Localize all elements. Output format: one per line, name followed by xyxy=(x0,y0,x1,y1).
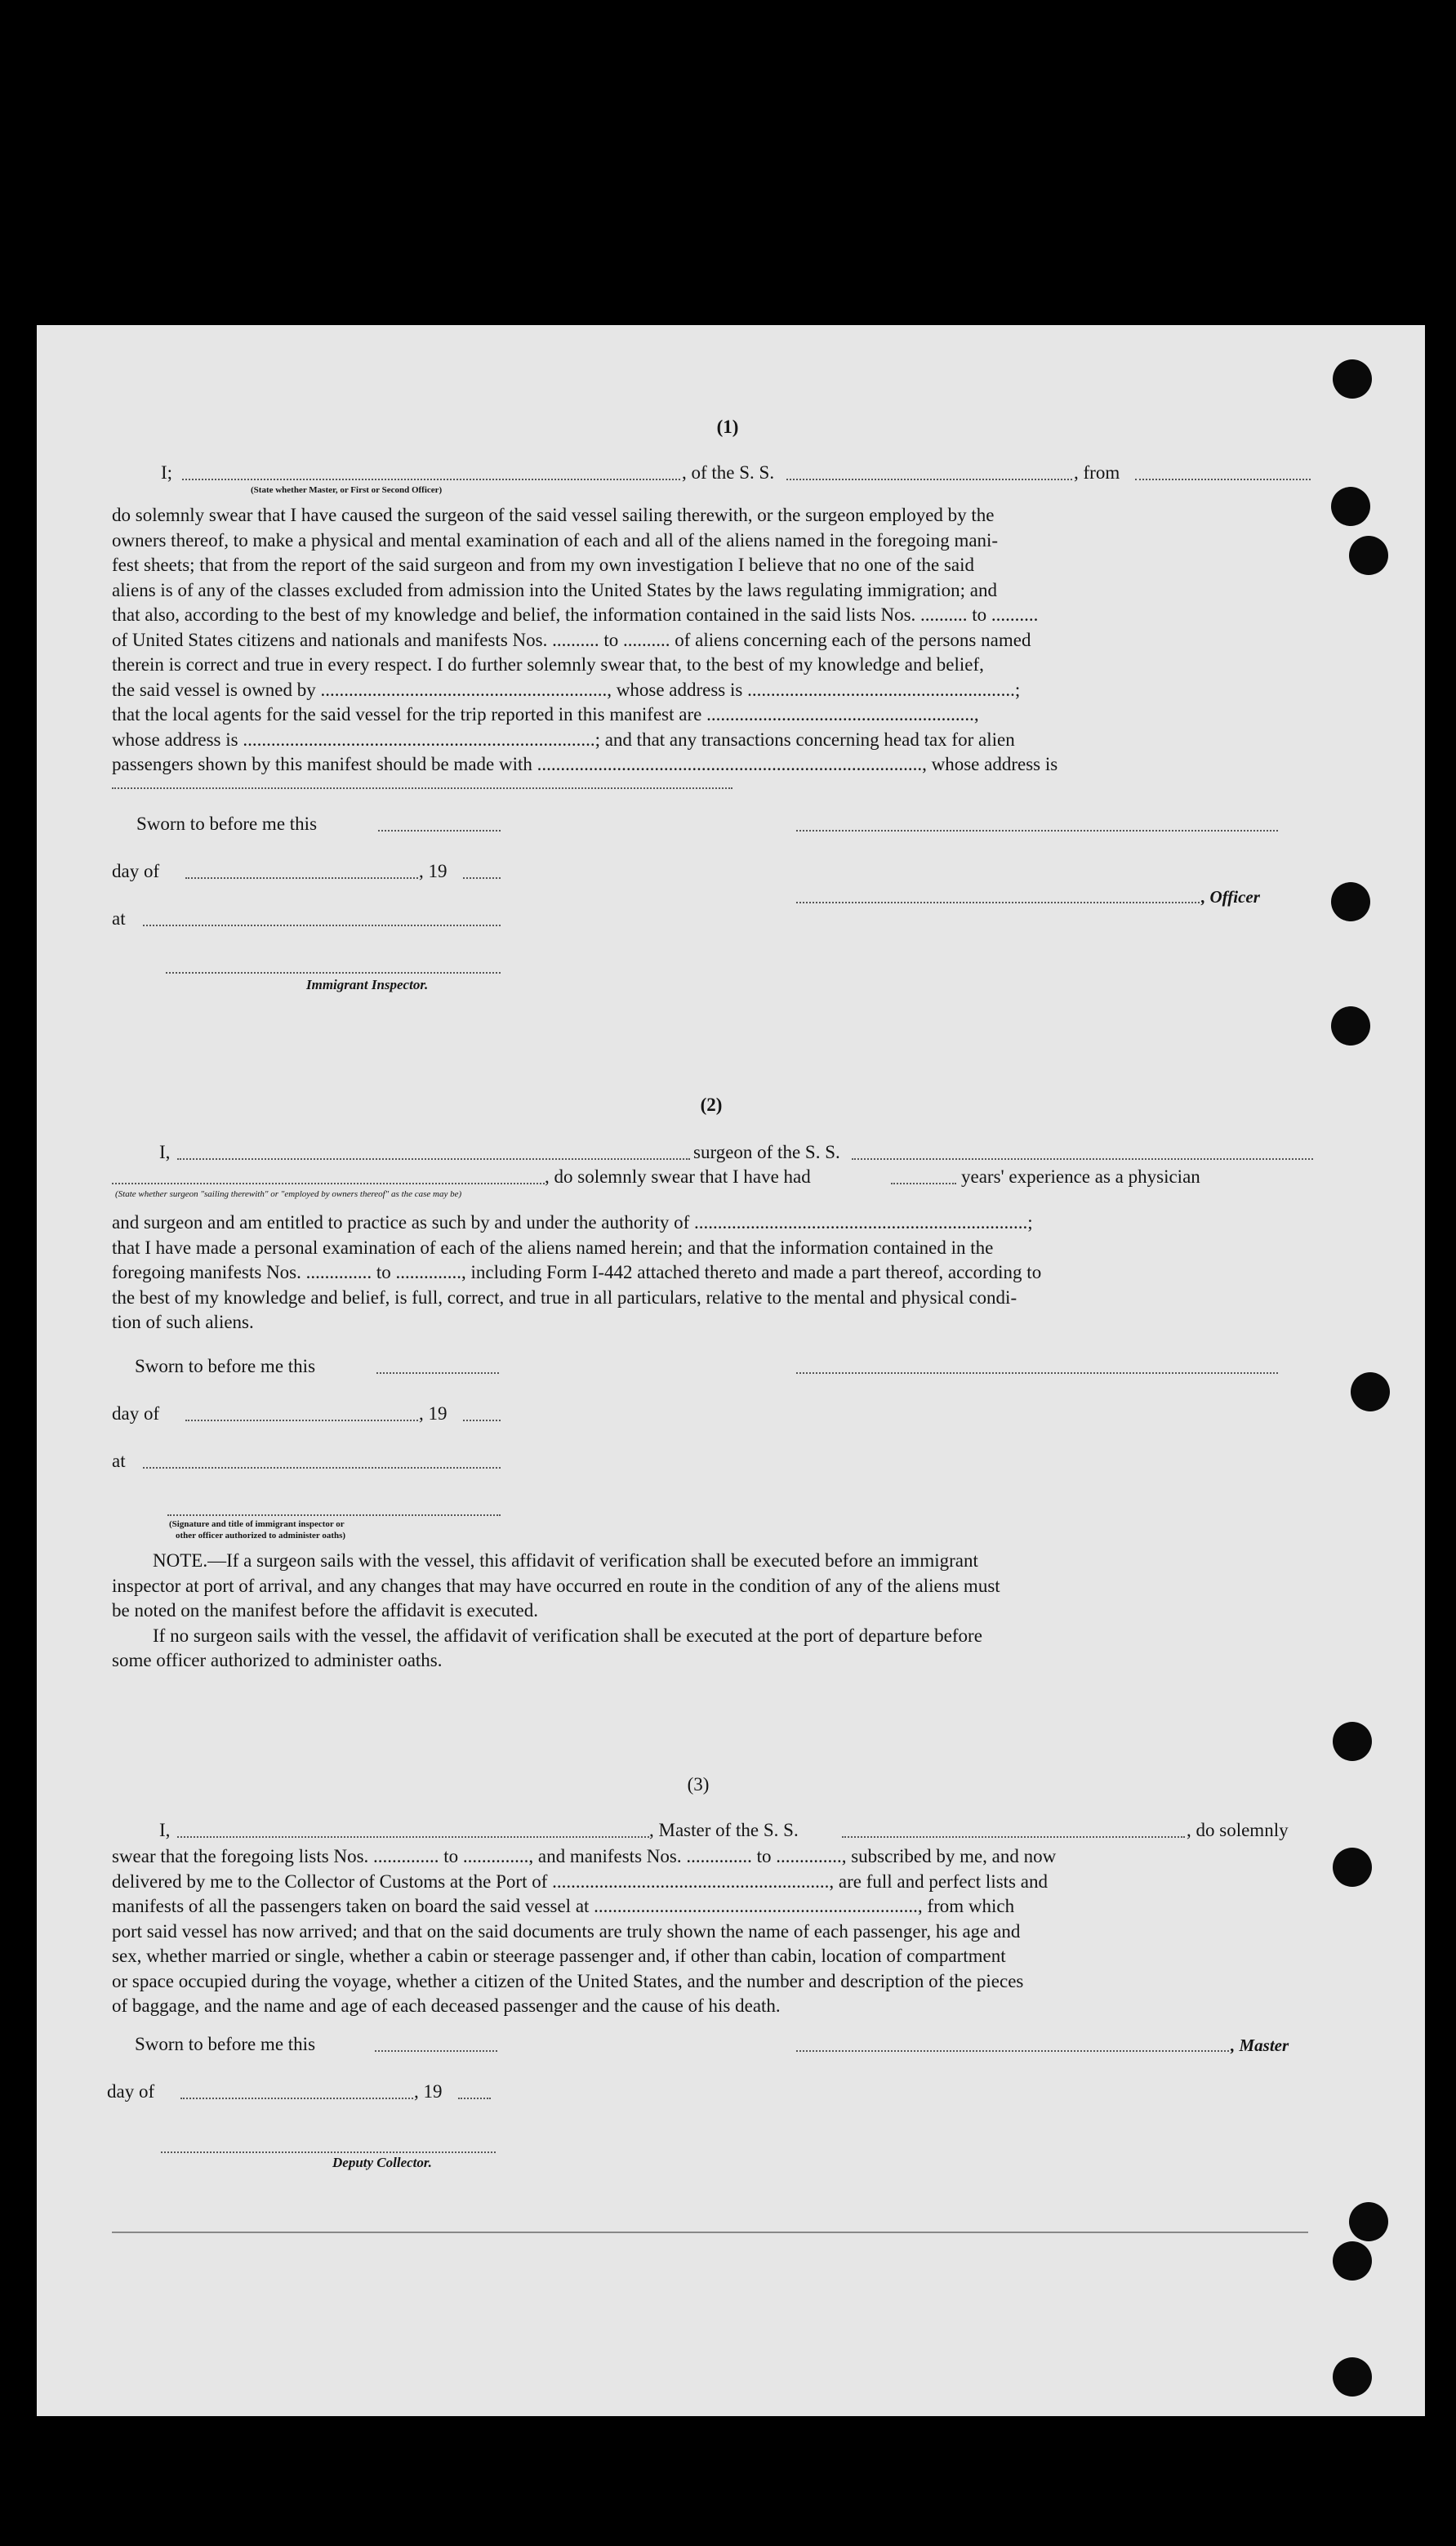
at-label: at xyxy=(112,908,126,929)
year-label: , 19 xyxy=(419,1403,447,1424)
body-line: aliens is of any of the classes excluded from admission into the United States by the laws regulating immigration; and xyxy=(112,579,997,600)
year-line[interactable] xyxy=(463,877,501,879)
punch-hole xyxy=(1333,1722,1372,1761)
inspector-signature-line[interactable] xyxy=(166,972,501,974)
from-label: , from xyxy=(1074,462,1120,483)
authority-signature-line[interactable] xyxy=(167,1514,501,1516)
master-label: , Master xyxy=(1231,2035,1289,2055)
note-block xyxy=(112,1549,1312,1674)
body-line: that the local agents for the said vessel for the trip reported in this manifest are ........................................................., xyxy=(112,704,979,725)
body-line: owners thereof, to make a physical and mental examination of each and all of the aliens named in the foregoing mani- xyxy=(112,529,999,551)
collector-signature-line[interactable] xyxy=(161,2151,496,2153)
day-of-line[interactable] xyxy=(185,1420,418,1421)
section-2-body xyxy=(112,1211,1312,1335)
day-of-label: day of xyxy=(112,1403,160,1424)
body-line: passengers shown by this manifest should be made with .................................................................................., whose address is xyxy=(112,754,1058,774)
surgeon-signature-line[interactable] xyxy=(796,1372,1278,1374)
punch-hole xyxy=(1331,487,1370,526)
body-line: the best of my knowledge and belief, is full, correct, and true in all particulars, relative to the mental and physical condi- xyxy=(112,1286,1017,1308)
punch-hole xyxy=(1333,359,1372,399)
sworn-label: Sworn to before me this xyxy=(135,1356,316,1376)
surgeon-name-line[interactable] xyxy=(177,1158,690,1160)
body-line: tion of such aliens. xyxy=(112,1312,254,1332)
signature-note-1: (Signature and title of immigrant inspector or xyxy=(169,1519,345,1529)
section-2-number: (2) xyxy=(700,1095,723,1115)
signature-note-2: other officer authorized to administer oaths) xyxy=(176,1531,346,1541)
body-line: that I have made a personal examination of each of the aliens named herein; and that the information contained in the xyxy=(112,1237,994,1258)
at-line[interactable] xyxy=(143,925,501,926)
master-name-line[interactable] xyxy=(177,1836,649,1838)
surgeon-ship-line[interactable] xyxy=(852,1158,1313,1160)
body-line: port said vessel has now arrived; and that on the said documents are truly shown the name of each passenger, his age and xyxy=(112,1920,1021,1942)
body-line: that also, according to the best of my knowledge and belief, the information contained in the said lists Nos. .......... to .......... xyxy=(112,604,1039,625)
body-line: of United States citizens and nationals and manifests Nos. .......... to .......... of aliens concerning each of the persons named xyxy=(112,629,1031,650)
from-port-line[interactable] xyxy=(1135,479,1311,480)
body-line: do solemnly swear that I have caused the surgeon of the said vessel sailing therewith, or the surgeon employed by the xyxy=(112,505,995,525)
day-of-line[interactable] xyxy=(180,2098,413,2099)
year-line[interactable] xyxy=(458,2098,491,2099)
year-label: , 19 xyxy=(414,2081,443,2102)
years-label: years' experience as a physician xyxy=(961,1166,1200,1187)
body-line: manifests of all the passengers taken on board the said vessel at ....................................................................., from which xyxy=(112,1896,1015,1916)
day-of-label: day of xyxy=(112,861,160,881)
bottom-rule xyxy=(112,2232,1308,2233)
punch-hole xyxy=(1333,2357,1372,2397)
form-page xyxy=(37,325,1425,2416)
at-line[interactable] xyxy=(143,1467,501,1469)
solemnly-label: , do solemnly xyxy=(1187,1820,1289,1840)
body-line: or space occupied during the voyage, whether a citizen of the United States, and the number and description of the pieces xyxy=(112,1970,1024,1991)
years-line[interactable] xyxy=(891,1183,956,1184)
section-1-body xyxy=(112,503,1312,778)
master-ship-line[interactable] xyxy=(842,1836,1185,1838)
section-3-i: I, xyxy=(159,1820,171,1840)
officer-label: , Officer xyxy=(1201,887,1260,907)
body-line: therein is correct and true in every respect. I do further solemnly swear that, to the best of my knowledge and belief, xyxy=(112,654,984,675)
officer-line[interactable] xyxy=(796,902,1200,903)
note-line: be noted on the manifest before the affidavit is executed. xyxy=(112,1600,538,1621)
note-line: NOTE.—If a surgeon sails with the vessel, this affidavit of verification shall be executed before an immigrant xyxy=(153,1550,978,1571)
year-line[interactable] xyxy=(463,1420,501,1421)
address-line[interactable] xyxy=(112,787,732,789)
section-2-i: I, xyxy=(159,1142,171,1162)
note-line: inspector at port of arrival, and any changes that may have occurred en route in the condition of any of the aliens must xyxy=(112,1575,1000,1596)
body-line: of baggage, and the name and age of each deceased passenger and the cause of his death. xyxy=(112,1995,781,2016)
sworn-label: Sworn to before me this xyxy=(135,2034,316,2054)
year-label: , 19 xyxy=(419,861,447,881)
solemnly-label: , do solemnly swear that I have had xyxy=(545,1166,811,1187)
sworn-label: Sworn to before me this xyxy=(136,814,318,834)
note-line: If no surgeon sails with the vessel, the affidavit of verification shall be executed at the port of departure before xyxy=(153,1625,982,1646)
master-signature-line[interactable] xyxy=(796,2050,1229,2052)
body-line: swear that the foregoing lists Nos. .............. to .............., and manifests Nos. .............. to .............., subscribed by me, and now xyxy=(112,1846,1057,1866)
at-label: at xyxy=(112,1451,126,1471)
master-of-label: , Master of the S. S. xyxy=(649,1820,799,1840)
section-1-i: I; xyxy=(161,462,173,483)
body-line: sex, whether married or single, whether a cabin or steerage passenger and, if other than cabin, location of compartment xyxy=(112,1946,1006,1966)
sworn-date-line[interactable] xyxy=(378,830,501,832)
section-1-number: (1) xyxy=(716,417,739,437)
note-line: some officer authorized to administer oaths. xyxy=(112,1650,443,1670)
body-line: foregoing manifests Nos. .............. to .............., including Form I-442 attached thereto and made a part thereof, according to xyxy=(112,1262,1042,1282)
punch-hole xyxy=(1349,536,1388,575)
punch-hole xyxy=(1333,1848,1372,1887)
body-line: and surgeon and am entitled to practice as such by and under the authority of .......................................................................; xyxy=(112,1212,1033,1233)
officer-note: (State whether Master, or First or Second Officer) xyxy=(251,485,443,495)
punch-hole xyxy=(1351,1372,1390,1411)
punch-hole xyxy=(1331,1006,1370,1046)
body-line: the said vessel is owned by ............................................................., whose address is .........................................................; xyxy=(112,679,1021,700)
surgeon-note: (State whether surgeon "sailing therewith" or "employed by owners thereof" as the case may be) xyxy=(115,1189,462,1199)
surgeon-status-line[interactable] xyxy=(112,1183,545,1184)
punch-hole xyxy=(1349,2202,1388,2241)
body-line: whose address is ...........................................................................; and that any transactions concerning head tax for alien xyxy=(112,729,1015,750)
section-3-body xyxy=(112,1844,1312,2019)
officer-signature-line[interactable] xyxy=(796,830,1278,832)
inspector-label: Immigrant Inspector. xyxy=(306,977,429,992)
surgeon-of-label: surgeon of the S. S. xyxy=(693,1142,840,1162)
sworn-date-line[interactable] xyxy=(375,2050,497,2052)
deputy-collector-label: Deputy Collector. xyxy=(332,2155,432,2170)
punch-hole xyxy=(1331,882,1370,921)
of-ss-label: , of the S. S. xyxy=(682,462,775,483)
body-line: delivered by me to the Collector of Customs at the Port of ..........................................................., are full and perfect lists and xyxy=(112,1870,1048,1892)
sworn-date-line[interactable] xyxy=(376,1372,499,1374)
section-3-number: (3) xyxy=(687,1774,710,1795)
officer-title-line[interactable] xyxy=(182,479,680,480)
punch-hole xyxy=(1333,2241,1372,2281)
day-of-line[interactable] xyxy=(185,877,418,879)
ship-name-line[interactable] xyxy=(786,479,1072,480)
day-of-label: day of xyxy=(107,2081,155,2102)
body-line: fest sheets; that from the report of the said surgeon and from my own investigation I believe that no one of the said xyxy=(112,555,975,575)
